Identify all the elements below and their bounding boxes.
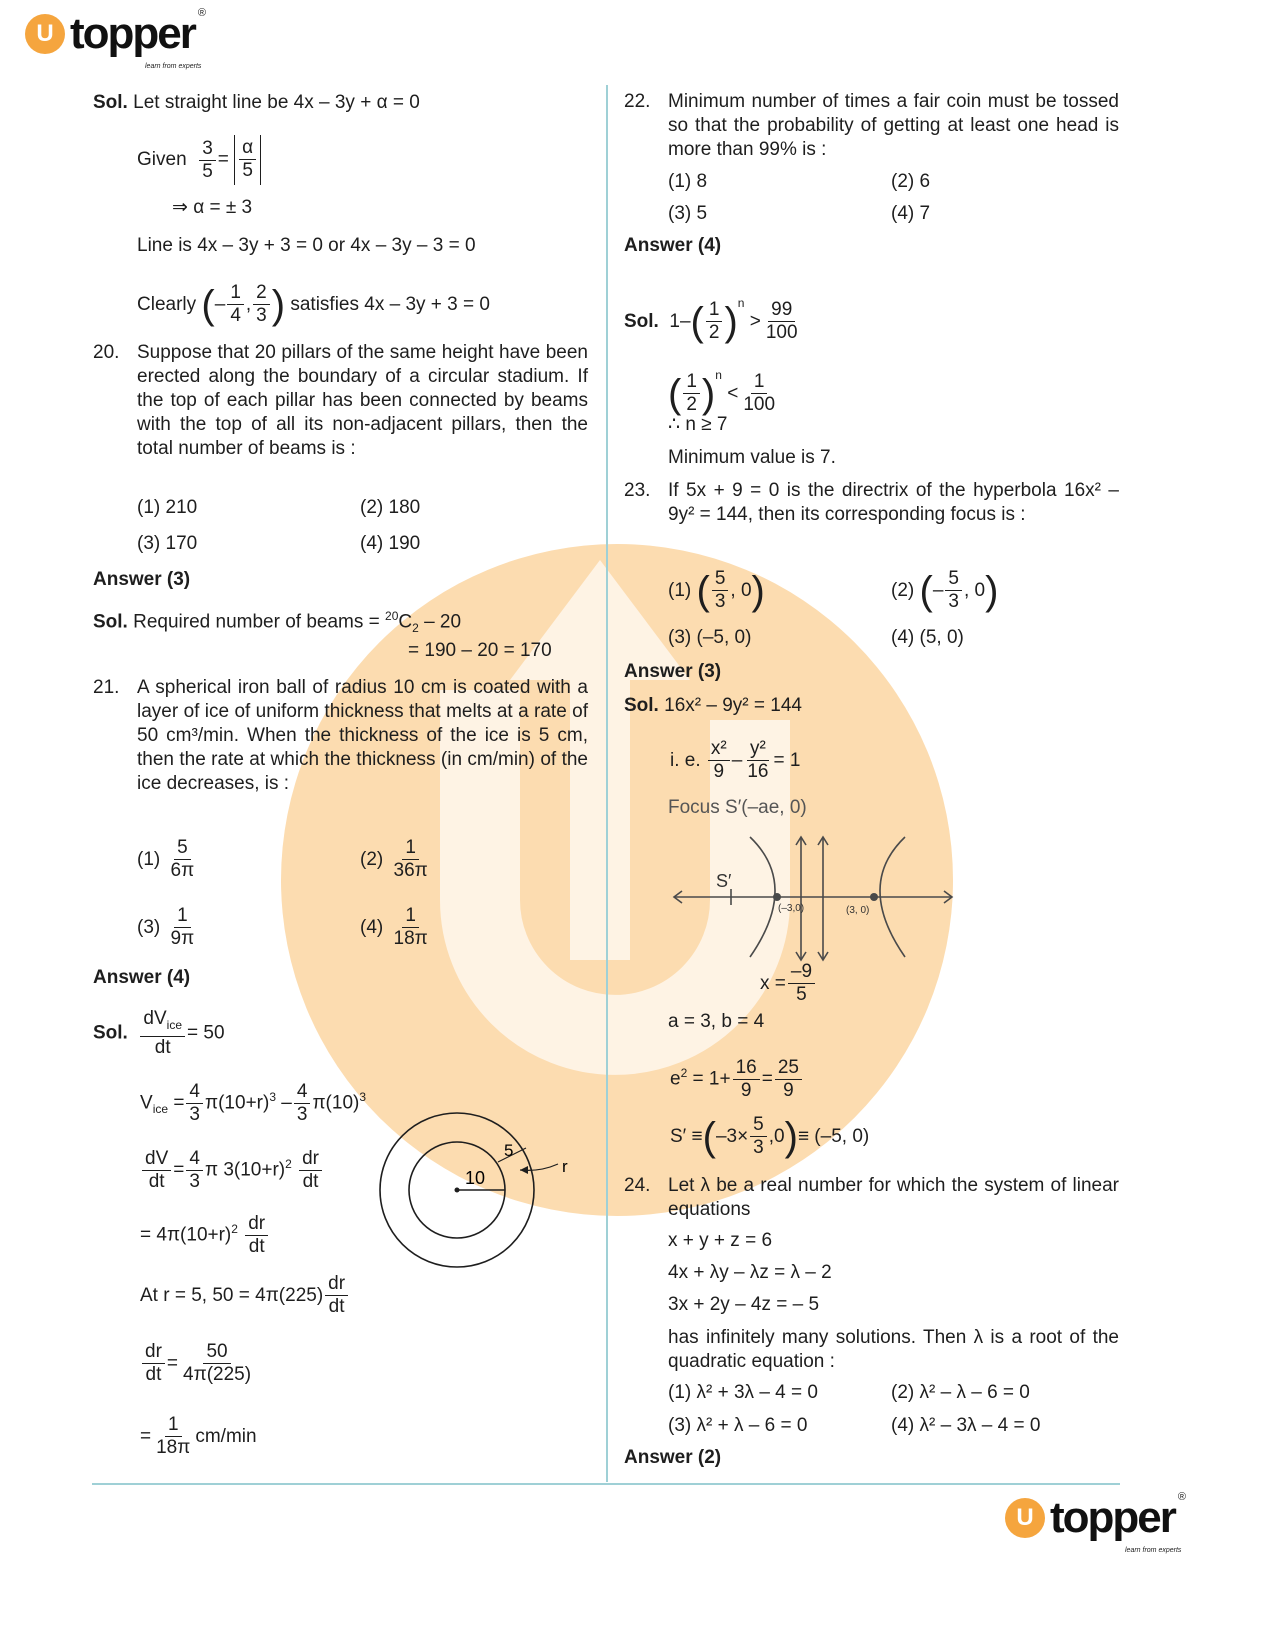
sol-step-4: Minimum value is 7.	[668, 447, 836, 468]
given-line: Given $\frac{3}{5}$ = $\frac{\alpha}{5}$	[137, 135, 261, 185]
option-4: (4) 190	[360, 533, 421, 554]
sol-step-6: $\frac{dr}{dt}$ = $\frac{50}{4\pi(225)}$	[140, 1340, 256, 1388]
footer-topper-logo	[1005, 1491, 1186, 1554]
question-text: A spherical iron ball of radius 10 cm is coated with a layer of ice of uniform thickness that melts at a rate of 50 cm³/min. When the thickness of the ice is 5 cm, then the rate at which the thickness (in cm/min) of the ice decreases, is :	[137, 677, 588, 794]
question-text: If 5x + 9 = 0 is the directrix of the hyperbola 16x² – 9y² = 144, then its corresponding focus is :	[668, 480, 1119, 525]
option-1: (1) $\frac{5}{6\pi}$	[137, 837, 195, 882]
sol-step-7: = $\frac{1}{18\pi}$ cm/min	[140, 1414, 257, 1459]
question-number: 24.	[624, 1175, 651, 1196]
thickness-label: 5	[504, 1141, 514, 1160]
question-text: Let λ be a real number for which the system of linear equations	[668, 1175, 1119, 1220]
absolute-value: $\frac{\alpha}{5}$	[234, 135, 261, 185]
question-text: Suppose that 20 pillars of the same height have been erected along the boundary of a circular stadium. If the top of each pillar has been connected by beams with the top of all its non-adjacent pillars, then the total number of beams is :	[137, 342, 588, 459]
solution-line-2: = 190 – 20 = 170	[408, 640, 552, 661]
registered-mark: ®	[1177, 1491, 1186, 1503]
question-number: 20.	[93, 342, 120, 363]
option-3: (3) (–5, 0)	[668, 627, 752, 648]
answer: Answer (4)	[624, 235, 722, 256]
given-label: Given	[137, 149, 187, 171]
logo-tagline: learn from experts	[1125, 1547, 1182, 1554]
sol-step-5: At r = 5, 50 = 4π(225) $\frac{dr}{dt}$	[140, 1272, 350, 1320]
question-text-2: has infinitely many solutions. Then λ is a root of the quadratic equation :	[668, 1327, 1119, 1372]
focus-label: S′	[716, 871, 732, 891]
sol-step-1: Sol. 1–( $\frac{1}{2}$ )$^n$ > $\frac{99}{100}$	[624, 296, 798, 344]
sol-step-2: i. e. $\frac{\text{x²}}{9}$ – $\frac{\text{y²}}{16}$ = 1	[670, 738, 801, 783]
option-1: (1) λ² + 3λ – 4 = 0	[668, 1382, 818, 1403]
question-number: 23.	[624, 480, 651, 501]
logo-word: topper	[1050, 1493, 1175, 1542]
option-4: (4) 7	[891, 203, 931, 224]
question-number: 22.	[624, 91, 651, 112]
equation-1: x + y + z = 6	[668, 1230, 773, 1251]
logo-mark: U	[1005, 1498, 1045, 1538]
radius-label: 10	[465, 1168, 486, 1188]
right-vertex-label: (3, 0)	[846, 905, 870, 916]
option-2: (2) (– $\frac{5}{3}$ , 0)	[891, 568, 999, 613]
sol-step-3: Focus S′(–ae, 0)	[668, 797, 807, 818]
logo-mark: U	[25, 14, 65, 54]
sol-step-1: Sol. $\frac{dV_{ice}}{dt}$ = 50	[93, 1008, 225, 1058]
fraction: $\frac{3}{5}$	[199, 138, 216, 183]
question-number: 21.	[93, 677, 120, 698]
equation-3: 3x + 2y – 4z = – 5	[668, 1294, 820, 1315]
option-3: (3) λ² + λ – 6 = 0	[668, 1415, 808, 1436]
option-3: (3) 5	[668, 203, 708, 224]
column-divider	[606, 85, 608, 1482]
sphere-diagram	[370, 1100, 590, 1280]
option-4: (4) $\frac{1}{18\pi}$	[360, 905, 428, 950]
answer: Answer (2)	[624, 1447, 722, 1468]
option-4: (4) (5, 0)	[891, 627, 964, 648]
sol-step-3: ∴ n ≥ 7	[668, 414, 728, 435]
option-2: (2) 6	[891, 171, 931, 192]
answer: Answer (3)	[624, 661, 722, 682]
logo-word: topper	[70, 9, 195, 58]
answer: Answer (3)	[93, 569, 191, 590]
option-3: (3) 170	[137, 533, 198, 554]
solution-line: Sol. Required number of beams = $^{20}C_2 - 20$	[93, 609, 462, 636]
question-text: Minimum number of times a fair coin must be tossed so that the probability of getting at least one head is more than 99% is :	[668, 91, 1119, 160]
sol-step-3: $\frac{dV}{dt}$ = $\frac{4}{3}$ π $3(10+r)^2$ $\frac{dr}{dt}$	[140, 1140, 324, 1194]
sol-text: Let straight line be 4x – 3y + α = 0	[133, 92, 420, 113]
option-2: (2) $\frac{1}{36\pi}$	[360, 837, 428, 882]
footer-divider	[92, 1483, 1120, 1485]
option-1: (1) 8	[668, 171, 708, 192]
equation-2: 4x + λy – λz = λ – 2	[668, 1262, 832, 1283]
option-1: (1) 210	[137, 497, 198, 518]
implies-line: ⇒ α = ± 3	[172, 197, 253, 218]
logo-tagline: learn from experts	[145, 63, 202, 70]
clearly-line: Clearly (– $\frac{1}{4}$ , $\frac{2}{3}$ ) satisfies 4x – 3y + 3 = 0	[137, 282, 490, 327]
sol-step-2: $V_{ice}$ = $\frac{4}{3}$ $\pi(10+r)^3$ – $\frac{4}{3}$ $\pi(10)^3$	[140, 1080, 367, 1125]
topper-logo	[25, 7, 206, 70]
sol-step-5: $e^2 = 1+$ $\frac{16}{9}$ = $\frac{25}{9}$	[670, 1048, 804, 1104]
directrix-label: x = $\frac{-9}{5}$	[760, 960, 817, 1008]
left-vertex-label: (–3,0)	[778, 903, 805, 914]
option-4: (4) λ² – 3λ – 4 = 0	[891, 1415, 1041, 1436]
sol-step-1: Sol. 16x² – 9y² = 144	[624, 695, 802, 716]
sol-step-4: = $4\pi(10+r)^2$ $\frac{dr}{dt}$	[140, 1205, 270, 1259]
sol-step-2: ( $\frac{1}{2}$ )$^n$ < $\frac{1}{100}$	[668, 368, 776, 416]
answer: Answer (4)	[93, 967, 191, 988]
option-2: (2) 180	[360, 497, 421, 518]
registered-mark: ®	[197, 7, 206, 19]
sol-step-6: S′ ≡(–3× $\frac{5}{3}$ ,0)≡ (–5, 0)	[670, 1114, 870, 1159]
sol-label: Sol.	[93, 92, 128, 113]
option-1: (1) ( $\frac{5}{3}$ , 0)	[668, 568, 765, 613]
sol-step-4: a = 3, b = 4	[668, 1011, 765, 1032]
variable-label: r	[562, 1157, 568, 1176]
option-3: (3) $\frac{1}{9\pi}$	[137, 905, 195, 950]
line-eq: Line is 4x – 3y + 3 = 0 or 4x – 3y – 3 = 0	[137, 235, 476, 256]
option-2: (2) λ² – λ – 6 = 0	[891, 1382, 1030, 1403]
